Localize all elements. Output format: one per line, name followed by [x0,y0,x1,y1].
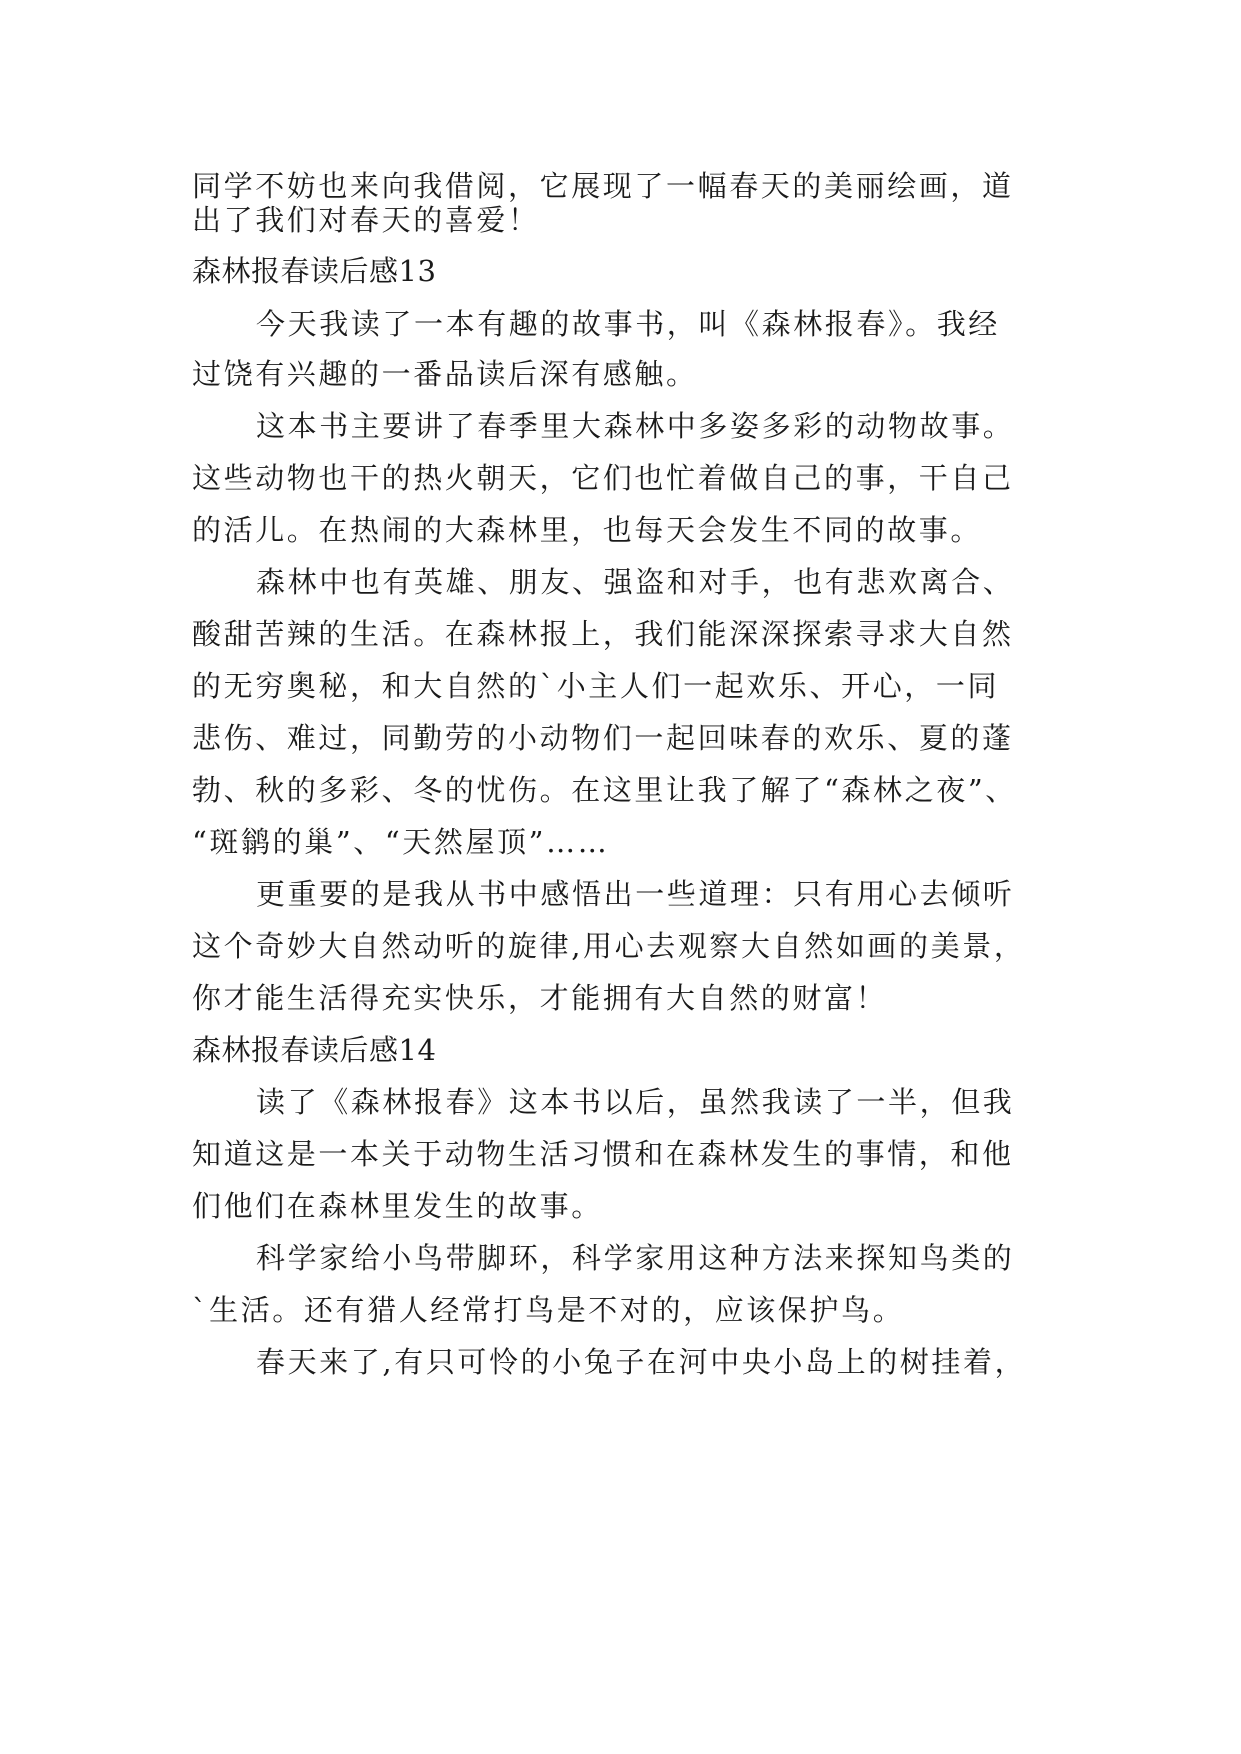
text-line: “斑鹟的巢”、“天然屋顶”…… [192,825,610,859]
text-line: 的无穷奥秘，和大自然的`小主人们一起欢乐、开心，一同 [192,669,1000,703]
text-line: 们他们在森林里发生的故事。 [192,1189,603,1223]
text-line: 今天我读了一本有趣的故事书，叫《森林报春》。我经 [256,307,1000,341]
text-line: 的活儿。在热闹的大森林里，也每天会发生不同的故事。 [192,513,983,547]
text-line: 读了《森林报春》这本书以后，虽然我读了一半，但我 [256,1085,1015,1119]
text-line: 出了我们对春天的喜爱！ [192,203,540,237]
section-heading: 森林报春读后感13 [192,254,437,288]
section-heading: 森林报春读后感14 [192,1033,437,1067]
text-line: 这本书主要讲了春季里大森林中多姿多彩的动物故事。 [256,409,1015,443]
text-line: 勃、秋的多彩、冬的忧伤。在这里让我了解了“森林之夜”、 [192,773,1017,807]
text-line: 春天来了,有只可怜的小兔子在河中央小岛上的树挂着， [256,1345,1027,1379]
text-line: 你才能生活得充实快乐，才能拥有大自然的财富！ [192,981,888,1015]
text-line: 同学不妨也来向我借阅，它展现了一幅春天的美丽绘画，道 [192,169,1014,203]
text-line: 过饶有兴趣的一番品读后深有感触。 [192,357,698,391]
text-line: 知道这是一本关于动物生活习惯和在森林发生的事情，和他 [192,1137,1014,1171]
text-line: 科学家给小鸟带脚环，科学家用这种方法来探知鸟类的 [256,1241,1015,1275]
text-line: 这个奇妙大自然动听的旋律,用心去观察大自然如画的美景， [192,929,1026,963]
text-line: 酸甜苦辣的生活。在森林报上，我们能深深探索寻求大自然 [192,617,1014,651]
text-line: 悲伤、难过，同勤劳的小动物们一起回味春的欢乐、夏的蓬 [192,721,1014,755]
text-line: 这些动物也干的热火朝天，它们也忙着做自己的事，干自己 [192,461,1014,495]
text-line: 森林中也有英雄、朋友、强盗和对手，也有悲欢离合、 [256,565,1015,599]
text-line: 更重要的是我从书中感悟出一些道理：只有用心去倾听 [256,877,1015,911]
text-line: `生活。还有猎人经常打鸟是不对的，应该保护鸟。 [192,1293,905,1327]
